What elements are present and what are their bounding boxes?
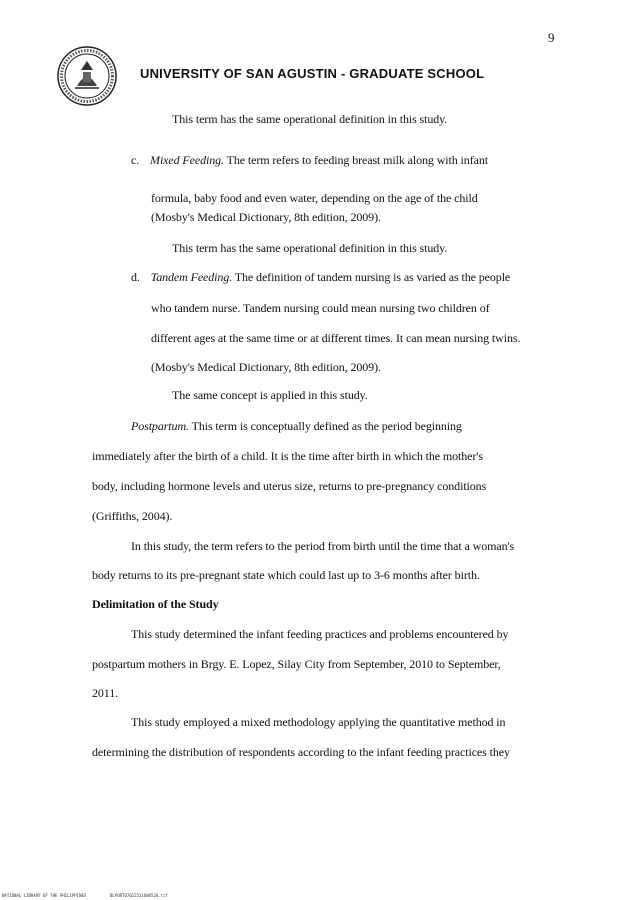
text-line-3: formula, baby food and even water, depending on the age of the child: [151, 191, 478, 205]
text-line-12: immediately after the birth of a child. It is the time after birth in which the mother's: [92, 449, 483, 463]
section-heading: Delimitation of the Study: [92, 597, 219, 611]
postpartum-paragraph-start: [131, 419, 462, 434]
definition-text: The term refers to feeding breast milk along with infant: [223, 153, 488, 167]
term-tandem-feeding: Tandem Feeding.: [150, 270, 233, 284]
list-item-d: [131, 270, 510, 285]
text-line-5: This term has the same operational definition in this study.: [172, 241, 448, 255]
text-line-13: body, including hormone levels and uterus size, returns to pre-pregnancy conditions: [92, 479, 487, 493]
page-number: 9: [548, 30, 555, 45]
text-line-19: postpartum mothers in Brgy. E. Lopez, Silay City from September, 2010 to September,: [92, 657, 501, 671]
text-line-20: 2011.: [92, 686, 119, 700]
citation-line: (Mosby's Medical Dictionary, 8th edition, 2009).: [151, 210, 381, 224]
term-mixed-feeding: Mixed Feeding.: [150, 153, 224, 167]
definition-text: This term is conceptually defined as the period beginning: [188, 419, 462, 433]
footer-file-id: BLPORTO7022511680520.tif: [110, 893, 168, 898]
text-line-21: This study employed a mixed methodology applying the quantitative method in: [131, 715, 506, 729]
text-line-18: This study determined the infant feeding practices and problems encountered by: [131, 627, 509, 641]
term-postpartum: Postpartum.: [131, 419, 189, 433]
text-line-15: In this study, the term refers to the period from birth until the time that a woman's: [131, 539, 515, 553]
text-line-7: who tandem nurse. Tandem nursing could mean nursing two children of: [151, 301, 490, 315]
list-marker: d.: [131, 270, 140, 284]
definition-text: The definition of tandem nursing is as varied as the people: [232, 270, 511, 284]
text-line-8: different ages at the same time or at different times. It can mean nursing twins.: [151, 331, 521, 345]
text-line-1: This term has the same operational definition in this study.: [172, 112, 448, 126]
citation-line: (Mosby's Medical Dictionary, 8th edition, 2009).: [151, 360, 381, 374]
footer-library-name: NATIONAL LIBRARY OF THE PHILIPPINES: [2, 893, 87, 898]
citation-line: (Griffiths, 2004).: [92, 509, 173, 523]
list-marker: c.: [131, 153, 140, 167]
university-header-title: UNIVERSITY OF SAN AGUSTIN - GRADUATE SCHOOL: [140, 66, 485, 81]
text-line-22: determining the distribution of respondents according to the infant feeding practices they: [92, 745, 510, 759]
list-item-c: [131, 153, 488, 168]
university-seal-icon: [57, 46, 117, 106]
text-line-16: body returns to its pre-pregnant state which could last up to 3-6 months after birth.: [92, 568, 480, 582]
text-line-10: The same concept is applied in this study.: [172, 388, 368, 402]
